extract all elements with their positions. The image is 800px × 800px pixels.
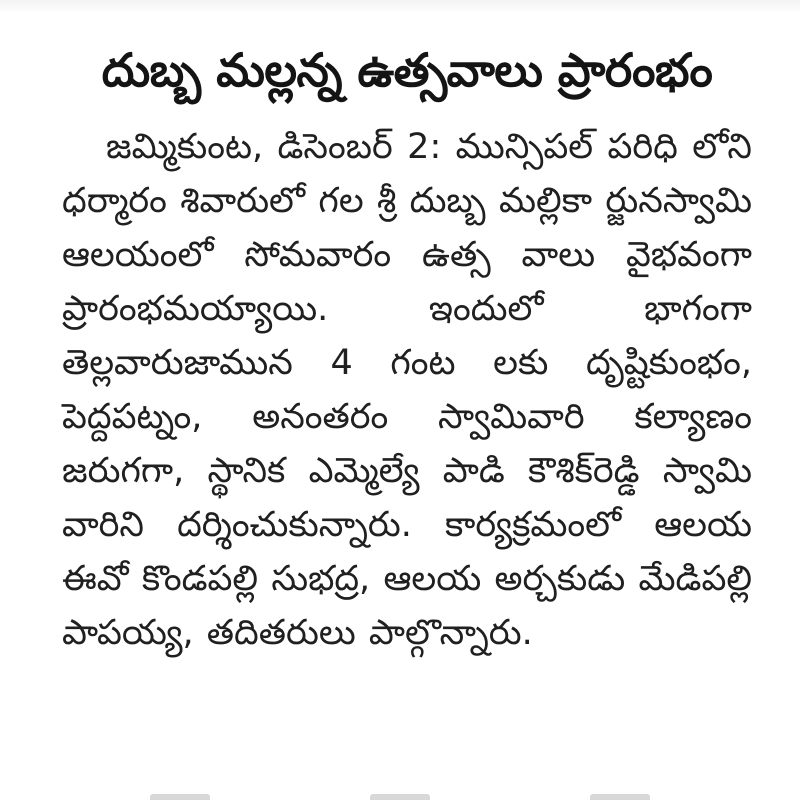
clipping-top-edge bbox=[0, 0, 800, 14]
article-headline: దుబ్బ మల్లన్న ఉత్సవాలు ప్రారంభం bbox=[101, 42, 713, 97]
clipping-bottom-edge bbox=[150, 790, 650, 800]
next-article-fragment bbox=[370, 794, 430, 800]
newspaper-clipping bbox=[62, 20, 752, 790]
next-article-fragment bbox=[590, 794, 650, 800]
article-body: జమ్మికుంట, డిసెంబర్ 2: మున్సిపల్ పరిధి లోని ధర్మారం శివారులో గల శ్రీ దుబ్బ మల్లికా ర్జునస్వామి ఆలయంలో సోమవారం ఉత్స వాలు వైభవంగా ప్రారంభమయ్యాయి. ఇందులో భాగంగా తెల్లవారుజామున 4 గంట లకు దృష్టికుంభం, పెద్దపట్నం, అనంతరం స్వామివారి కల్యాణం జరుగగా, స్థానిక ఎమ్మెల్యే పాడి కౌశిక్‌రెడ్డి స్వామి వారిని దర్శించుకున్నారు. కార్యక్రమంలో ఆలయ ఈవో కొండపల్లి సుభద్ర, ఆలయ అర్చకుడు మేడిపల్లి పాపయ్య, తదితరులు పాల్గొన్నారు. bbox=[62, 127, 752, 653]
next-article-fragment bbox=[150, 794, 210, 800]
